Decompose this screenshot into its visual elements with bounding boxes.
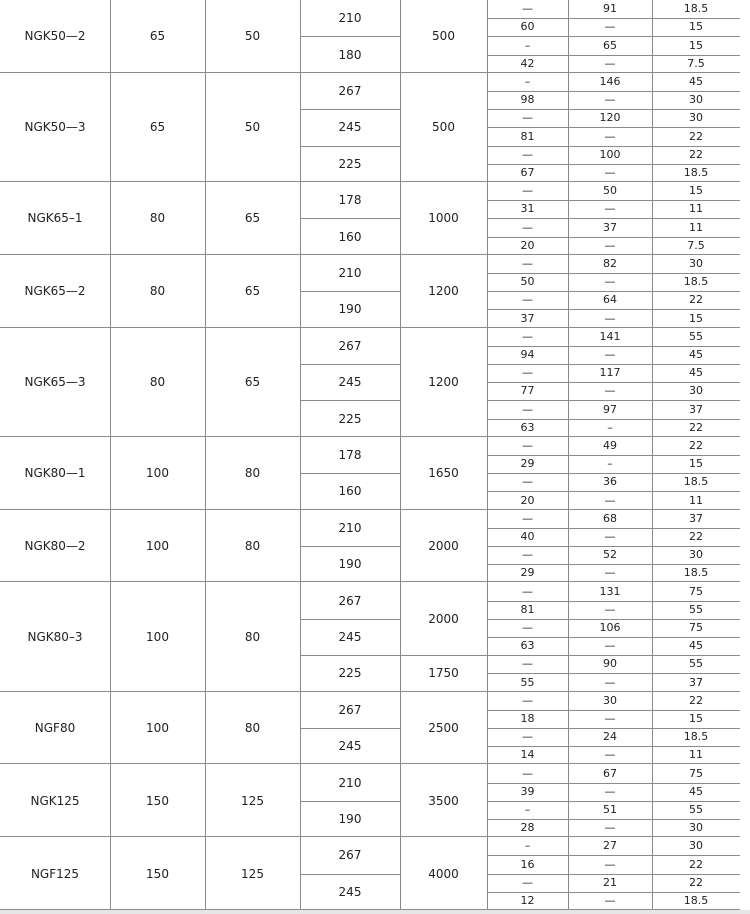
power-cell: 30 bbox=[689, 111, 703, 125]
power-cell: 18.5 bbox=[683, 475, 709, 489]
value-b-cell: 37 bbox=[603, 220, 617, 234]
inlet-diameter-cell: 100 bbox=[146, 721, 169, 735]
row-divider bbox=[487, 855, 740, 856]
model-cell: NGK50—3 bbox=[24, 120, 86, 135]
inlet-diameter-cell: 150 bbox=[146, 866, 169, 881]
model-cell: NGK65–1 bbox=[27, 211, 83, 226]
value-a-cell: 81 bbox=[520, 602, 535, 616]
value-b-cell: — bbox=[604, 857, 616, 871]
speed-cell: 3500 bbox=[428, 793, 459, 808]
value-a-cell: 50 bbox=[520, 275, 535, 289]
value-b-cell: 52 bbox=[603, 548, 617, 562]
value-a-cell: 20 bbox=[520, 238, 535, 252]
impeller-divider bbox=[300, 146, 400, 147]
power-cell: 22 bbox=[689, 420, 703, 434]
impeller-divider bbox=[300, 546, 400, 547]
column-divider bbox=[205, 0, 206, 910]
row-divider bbox=[487, 400, 740, 401]
row-divider bbox=[487, 637, 740, 638]
power-cell: 55 bbox=[689, 802, 703, 816]
row-divider bbox=[487, 564, 740, 565]
column-divider bbox=[652, 0, 653, 910]
row-divider bbox=[487, 237, 740, 238]
group-divider bbox=[0, 181, 740, 182]
row-divider bbox=[487, 783, 740, 784]
outlet-diameter-cell: 65 bbox=[244, 211, 261, 226]
value-b-cell: 82 bbox=[603, 256, 617, 270]
value-a-cell: 63 bbox=[520, 639, 535, 653]
row-divider bbox=[487, 528, 740, 529]
value-a-cell: — bbox=[522, 256, 533, 270]
power-cell: 7.5 bbox=[687, 56, 705, 70]
power-cell: 15 bbox=[689, 311, 703, 325]
row-divider bbox=[487, 36, 740, 37]
value-b-cell: — bbox=[604, 165, 616, 179]
value-a-cell: 98 bbox=[520, 93, 535, 107]
impeller-diameter-cell: 160 bbox=[338, 484, 362, 499]
row-divider bbox=[487, 819, 740, 820]
value-a-cell: — bbox=[522, 438, 533, 452]
outlet-diameter-cell: 80 bbox=[244, 721, 261, 735]
value-a-cell: 28 bbox=[520, 821, 535, 835]
impeller-diameter-cell: 245 bbox=[338, 739, 362, 754]
speed-cell: 1200 bbox=[428, 284, 459, 299]
outlet-diameter-cell: 65 bbox=[244, 284, 261, 299]
power-cell: 22 bbox=[689, 875, 703, 889]
power-cell: 30 bbox=[689, 256, 703, 270]
value-a-cell: — bbox=[522, 111, 533, 125]
group-divider bbox=[0, 436, 740, 437]
power-cell: 22 bbox=[689, 529, 703, 543]
inlet-diameter-cell: 150 bbox=[146, 793, 169, 808]
row-divider bbox=[487, 874, 740, 875]
value-a-cell: — bbox=[522, 584, 533, 598]
value-b-cell: — bbox=[604, 275, 616, 289]
impeller-diameter-cell: 180 bbox=[338, 47, 362, 62]
power-cell: 30 bbox=[689, 839, 703, 853]
value-a-cell: — bbox=[522, 875, 533, 889]
impeller-divider bbox=[300, 109, 400, 110]
row-divider bbox=[487, 673, 740, 674]
value-a-cell: — bbox=[522, 693, 533, 707]
value-b-cell: — bbox=[604, 384, 616, 398]
value-b-cell: 65 bbox=[603, 38, 617, 52]
speed-cell: 500 bbox=[432, 120, 455, 135]
speed-divider bbox=[400, 655, 487, 656]
value-b-cell: — bbox=[604, 748, 616, 762]
inlet-diameter-cell: 80 bbox=[149, 211, 166, 226]
value-b-cell: 141 bbox=[599, 329, 621, 343]
value-b-cell: 24 bbox=[603, 730, 617, 744]
inlet-diameter-cell: 100 bbox=[146, 539, 169, 553]
value-a-cell: — bbox=[522, 766, 533, 780]
speed-cell: 500 bbox=[432, 29, 455, 44]
value-a-cell: 39 bbox=[520, 784, 535, 798]
group-divider bbox=[0, 72, 740, 73]
value-b-cell: 50 bbox=[603, 184, 617, 198]
power-cell: 55 bbox=[689, 602, 703, 616]
power-cell: 75 bbox=[689, 584, 703, 598]
value-b-cell: 67 bbox=[603, 766, 617, 780]
row-divider bbox=[487, 200, 740, 201]
outlet-diameter-cell: 80 bbox=[244, 466, 261, 481]
power-cell: 18.5 bbox=[683, 730, 709, 744]
power-cell: 15 bbox=[689, 184, 703, 198]
value-b-cell: 100 bbox=[599, 147, 621, 161]
group-divider bbox=[0, 581, 740, 582]
impeller-diameter-cell: 210 bbox=[338, 266, 362, 280]
row-divider bbox=[487, 127, 740, 128]
impeller-divider bbox=[300, 364, 400, 365]
power-cell: 22 bbox=[689, 293, 703, 307]
value-b-cell: — bbox=[604, 311, 616, 325]
value-a-cell: 40 bbox=[520, 529, 535, 543]
impeller-diameter-cell: 267 bbox=[338, 338, 362, 353]
value-b-cell: — bbox=[604, 711, 616, 725]
value-b-cell: — bbox=[604, 347, 616, 361]
power-cell: 7.5 bbox=[687, 238, 705, 252]
row-divider bbox=[487, 382, 740, 383]
impeller-divider bbox=[300, 728, 400, 729]
power-cell: 18.5 bbox=[683, 893, 709, 907]
row-divider bbox=[487, 419, 740, 420]
value-a-cell: — bbox=[522, 366, 533, 380]
value-b-cell: — bbox=[604, 93, 616, 107]
group-divider bbox=[0, 691, 740, 692]
value-b-cell: — bbox=[604, 493, 616, 507]
power-cell: 22 bbox=[689, 693, 703, 707]
row-divider bbox=[487, 109, 740, 110]
impeller-diameter-cell: 210 bbox=[338, 11, 362, 26]
value-b-cell: — bbox=[604, 893, 616, 907]
row-divider bbox=[487, 455, 740, 456]
column-divider bbox=[110, 0, 111, 910]
impeller-diameter-cell: 267 bbox=[338, 848, 362, 863]
model-cell: NGK50—2 bbox=[24, 29, 86, 44]
speed-cell: 2500 bbox=[428, 721, 459, 735]
value-b-cell: 97 bbox=[603, 402, 617, 416]
value-b-cell: — bbox=[604, 639, 616, 653]
row-divider bbox=[487, 710, 740, 711]
power-cell: 22 bbox=[689, 438, 703, 452]
value-a-cell: – bbox=[524, 74, 531, 88]
outlet-diameter-cell: 80 bbox=[244, 539, 261, 553]
power-cell: 11 bbox=[689, 202, 703, 216]
outlet-diameter-cell: 65 bbox=[244, 375, 261, 390]
impeller-divider bbox=[300, 655, 400, 656]
column-divider bbox=[568, 0, 569, 910]
impeller-divider bbox=[300, 473, 400, 474]
value-b-cell: — bbox=[604, 784, 616, 798]
value-a-cell: — bbox=[522, 730, 533, 744]
impeller-diameter-cell: 178 bbox=[338, 193, 362, 208]
value-b-cell: 117 bbox=[599, 366, 621, 380]
impeller-divider bbox=[300, 291, 400, 292]
value-a-cell: 37 bbox=[520, 311, 535, 325]
row-divider bbox=[487, 491, 740, 492]
power-cell: 11 bbox=[689, 748, 703, 762]
inlet-diameter-cell: 100 bbox=[146, 630, 169, 644]
column-divider bbox=[487, 0, 488, 910]
value-a-cell: 16 bbox=[520, 857, 535, 871]
model-cell: NGK80—2 bbox=[24, 539, 86, 553]
impeller-diameter-cell: 210 bbox=[338, 775, 362, 790]
value-a-cell: — bbox=[522, 329, 533, 343]
value-b-cell: — bbox=[604, 529, 616, 543]
value-b-cell: 91 bbox=[603, 2, 617, 16]
value-a-cell: — bbox=[522, 147, 533, 161]
speed-cell: 2000 bbox=[428, 611, 459, 626]
value-b-cell: 36 bbox=[603, 475, 617, 489]
value-a-cell: — bbox=[522, 184, 533, 198]
value-b-cell: – bbox=[607, 457, 613, 471]
value-a-cell: 63 bbox=[520, 420, 535, 434]
power-cell: 30 bbox=[689, 384, 703, 398]
row-divider bbox=[487, 619, 740, 620]
inlet-diameter-cell: 65 bbox=[149, 29, 166, 44]
impeller-diameter-cell: 267 bbox=[338, 593, 362, 608]
value-a-cell: – bbox=[524, 38, 531, 52]
value-a-cell: — bbox=[522, 402, 533, 416]
outlet-diameter-cell: 80 bbox=[244, 630, 261, 644]
impeller-divider bbox=[300, 801, 400, 802]
value-a-cell: 42 bbox=[520, 56, 535, 70]
model-cell: NGK125 bbox=[30, 793, 80, 808]
row-divider bbox=[487, 146, 740, 147]
value-a-cell: 60 bbox=[520, 20, 535, 34]
value-b-cell: 51 bbox=[603, 802, 617, 816]
value-b-cell: – bbox=[607, 420, 613, 434]
row-divider bbox=[487, 473, 740, 474]
row-divider bbox=[487, 546, 740, 547]
row-divider bbox=[487, 309, 740, 310]
value-a-cell: 31 bbox=[520, 202, 535, 216]
power-cell: 18.5 bbox=[683, 566, 709, 580]
impeller-diameter-cell: 160 bbox=[338, 229, 362, 244]
outlet-diameter-cell: 125 bbox=[241, 793, 264, 808]
power-cell: 18.5 bbox=[683, 2, 709, 16]
impeller-diameter-cell: 225 bbox=[338, 156, 362, 171]
value-b-cell: 120 bbox=[599, 111, 621, 125]
row-divider bbox=[487, 91, 740, 92]
power-cell: 75 bbox=[689, 766, 703, 780]
value-a-cell: — bbox=[522, 2, 533, 16]
column-divider bbox=[400, 0, 401, 910]
value-a-cell: 20 bbox=[520, 493, 535, 507]
value-a-cell: 14 bbox=[520, 748, 535, 762]
model-cell: NGK80–3 bbox=[27, 630, 83, 644]
value-a-cell: 29 bbox=[520, 457, 535, 471]
impeller-diameter-cell: 190 bbox=[338, 812, 362, 826]
outlet-diameter-cell: 50 bbox=[244, 29, 261, 44]
value-b-cell: 49 bbox=[603, 438, 617, 452]
impeller-divider bbox=[300, 400, 400, 401]
power-cell: 45 bbox=[689, 366, 703, 380]
impeller-diameter-cell: 245 bbox=[338, 884, 362, 899]
value-a-cell: — bbox=[522, 620, 533, 634]
row-divider bbox=[487, 364, 740, 365]
row-divider bbox=[487, 346, 740, 347]
group-divider bbox=[0, 763, 740, 764]
value-a-cell: 77 bbox=[520, 384, 535, 398]
power-cell: 30 bbox=[689, 821, 703, 835]
impeller-diameter-cell: 225 bbox=[338, 666, 362, 681]
column-divider bbox=[300, 0, 301, 910]
inlet-diameter-cell: 65 bbox=[149, 120, 166, 135]
value-a-cell: 18 bbox=[520, 711, 535, 725]
row-divider bbox=[487, 655, 740, 656]
power-cell: 30 bbox=[689, 548, 703, 562]
outlet-diameter-cell: 125 bbox=[241, 866, 264, 881]
group-divider bbox=[0, 327, 740, 328]
model-cell: NGK65—2 bbox=[24, 284, 86, 299]
value-a-cell: — bbox=[522, 220, 533, 234]
power-cell: 75 bbox=[689, 620, 703, 634]
outlet-diameter-cell: 50 bbox=[244, 120, 261, 135]
power-cell: 18.5 bbox=[683, 275, 709, 289]
impeller-diameter-cell: 225 bbox=[338, 411, 362, 426]
power-cell: 15 bbox=[689, 711, 703, 725]
impeller-diameter-cell: 210 bbox=[338, 520, 362, 535]
inlet-diameter-cell: 80 bbox=[149, 284, 166, 299]
value-b-cell: 131 bbox=[599, 584, 621, 598]
value-a-cell: 55 bbox=[520, 675, 535, 689]
inlet-diameter-cell: 80 bbox=[149, 375, 166, 390]
value-a-cell: — bbox=[522, 511, 533, 525]
power-cell: 22 bbox=[689, 857, 703, 871]
value-b-cell: — bbox=[604, 602, 616, 616]
value-a-cell: – bbox=[524, 839, 531, 853]
power-cell: 30 bbox=[689, 93, 703, 107]
group-divider bbox=[0, 509, 740, 510]
power-cell: 37 bbox=[689, 402, 703, 416]
row-divider bbox=[487, 746, 740, 747]
power-cell: 11 bbox=[689, 493, 703, 507]
power-cell: 22 bbox=[689, 129, 703, 143]
power-cell: 55 bbox=[689, 657, 703, 671]
value-b-cell: — bbox=[604, 675, 616, 689]
value-b-cell: — bbox=[604, 56, 616, 70]
power-cell: 45 bbox=[689, 74, 703, 88]
value-a-cell: — bbox=[522, 293, 533, 307]
group-divider bbox=[0, 836, 740, 837]
speed-cell: 1200 bbox=[428, 375, 459, 390]
value-b-cell: 64 bbox=[603, 293, 617, 307]
speed-cell: 2000 bbox=[428, 539, 459, 553]
model-cell: NGF125 bbox=[30, 866, 80, 881]
model-cell: NGF80 bbox=[34, 721, 76, 735]
value-b-cell: 30 bbox=[603, 693, 617, 707]
row-divider bbox=[487, 728, 740, 729]
value-b-cell: 68 bbox=[603, 511, 617, 525]
value-a-cell: — bbox=[522, 475, 533, 489]
power-cell: 45 bbox=[689, 347, 703, 361]
value-b-cell: 90 bbox=[603, 657, 617, 671]
row-divider bbox=[487, 164, 740, 165]
value-a-cell: — bbox=[522, 548, 533, 562]
value-a-cell: 12 bbox=[520, 893, 535, 907]
power-cell: 22 bbox=[689, 147, 703, 161]
power-cell: 15 bbox=[689, 20, 703, 34]
value-b-cell: — bbox=[604, 566, 616, 580]
impeller-diameter-cell: 245 bbox=[338, 375, 362, 390]
value-b-cell: — bbox=[604, 202, 616, 216]
power-cell: 37 bbox=[689, 675, 703, 689]
model-cell: NGK65—3 bbox=[24, 375, 86, 390]
row-divider bbox=[487, 273, 740, 274]
value-b-cell: 106 bbox=[599, 620, 621, 634]
speed-cell: 1000 bbox=[428, 211, 459, 226]
impeller-divider bbox=[300, 874, 400, 875]
row-divider bbox=[487, 55, 740, 56]
model-cell: NGK80—1 bbox=[24, 466, 86, 481]
row-divider bbox=[487, 218, 740, 219]
value-a-cell: 94 bbox=[520, 347, 535, 361]
value-a-cell: – bbox=[524, 802, 531, 816]
power-cell: 45 bbox=[689, 639, 703, 653]
value-b-cell: — bbox=[604, 129, 616, 143]
power-cell: 18.5 bbox=[683, 165, 709, 179]
power-cell: 15 bbox=[689, 38, 703, 52]
impeller-diameter-cell: 245 bbox=[338, 630, 362, 644]
impeller-divider bbox=[300, 218, 400, 219]
power-cell: 11 bbox=[689, 220, 703, 234]
impeller-diameter-cell: 267 bbox=[338, 84, 362, 98]
impeller-divider bbox=[300, 619, 400, 620]
bottom-scroll-edge bbox=[0, 910, 750, 914]
value-a-cell: 81 bbox=[520, 129, 535, 143]
impeller-diameter-cell: 178 bbox=[338, 448, 362, 462]
power-cell: 15 bbox=[689, 457, 703, 471]
value-b-cell: — bbox=[604, 20, 616, 34]
power-cell: 55 bbox=[689, 329, 703, 343]
impeller-diameter-cell: 267 bbox=[338, 702, 362, 717]
speed-cell: 4000 bbox=[428, 866, 459, 881]
value-b-cell: 27 bbox=[603, 839, 617, 853]
value-b-cell: 21 bbox=[603, 875, 617, 889]
row-divider bbox=[487, 18, 740, 19]
speed-cell: 1650 bbox=[428, 466, 459, 481]
value-a-cell: 67 bbox=[520, 165, 535, 179]
inlet-diameter-cell: 100 bbox=[146, 466, 169, 481]
value-b-cell: — bbox=[604, 238, 616, 252]
row-divider bbox=[487, 291, 740, 292]
row-divider bbox=[487, 801, 740, 802]
impeller-diameter-cell: 190 bbox=[338, 302, 362, 317]
value-b-cell: 146 bbox=[599, 74, 621, 88]
impeller-divider bbox=[300, 36, 400, 37]
power-cell: 45 bbox=[689, 784, 703, 798]
value-a-cell: — bbox=[522, 657, 533, 671]
group-divider bbox=[0, 254, 740, 255]
value-b-cell: — bbox=[604, 821, 616, 835]
value-a-cell: 29 bbox=[520, 566, 535, 580]
row-divider bbox=[487, 892, 740, 893]
impeller-diameter-cell: 190 bbox=[338, 557, 362, 572]
impeller-diameter-cell: 245 bbox=[338, 120, 362, 135]
speed-cell: 1750 bbox=[428, 666, 459, 681]
power-cell: 37 bbox=[689, 511, 703, 525]
row-divider bbox=[487, 601, 740, 602]
